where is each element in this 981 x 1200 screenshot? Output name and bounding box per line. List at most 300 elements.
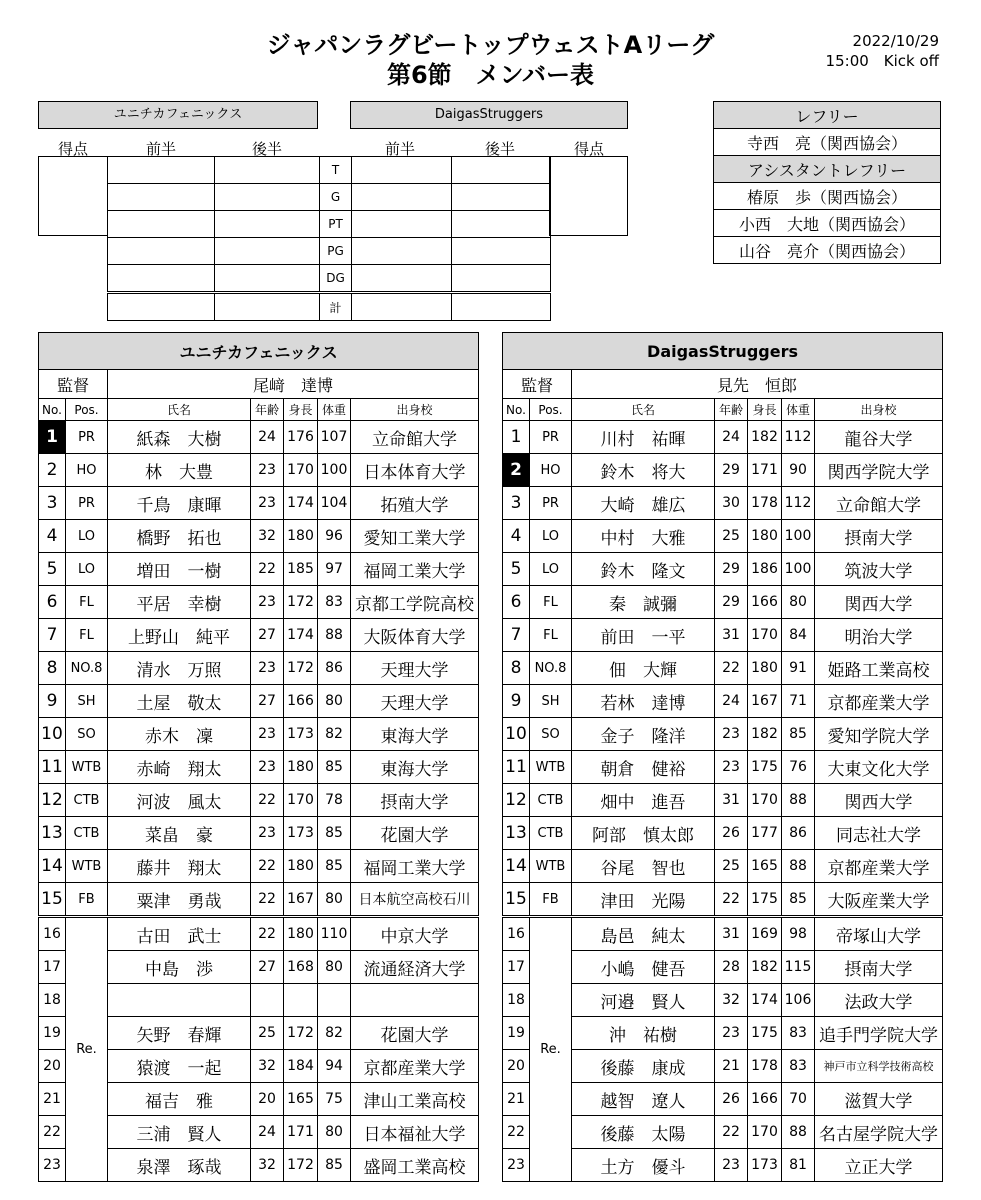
player-height: 165 bbox=[748, 850, 782, 883]
player-position: FL bbox=[66, 586, 108, 619]
player-weight: 76 bbox=[782, 751, 815, 784]
player-height: 184 bbox=[284, 1050, 318, 1083]
player-height: 185 bbox=[284, 553, 318, 586]
reserve-label: Re. bbox=[530, 917, 572, 1182]
player-name: 秦 誠彌 bbox=[572, 586, 715, 619]
player-weight: 94 bbox=[318, 1050, 351, 1083]
player-name: 中島 渉 bbox=[108, 951, 251, 984]
player-position: NO.8 bbox=[66, 652, 108, 685]
player-row bbox=[503, 454, 943, 487]
col-header-weight: 体重 bbox=[318, 399, 351, 421]
player-row bbox=[503, 619, 943, 652]
player-height: 176 bbox=[284, 421, 318, 454]
player-age: 23 bbox=[251, 718, 284, 751]
player-number: 4 bbox=[39, 520, 66, 553]
player-number: 23 bbox=[39, 1149, 66, 1182]
player-age: 31 bbox=[715, 917, 748, 951]
player-row bbox=[39, 652, 479, 685]
player-weight: 83 bbox=[782, 1050, 815, 1083]
player-name: 朝倉 健裕 bbox=[572, 751, 715, 784]
player-school: 京都工学院高校 bbox=[351, 586, 479, 619]
player-row bbox=[39, 784, 479, 817]
player-age: 30 bbox=[715, 487, 748, 520]
player-weight: 96 bbox=[318, 520, 351, 553]
player-height: 178 bbox=[748, 1050, 782, 1083]
player-school bbox=[351, 984, 479, 1017]
league-title: ジャパンラグビートップウェストAリーグ bbox=[266, 31, 715, 59]
player-number: 17 bbox=[503, 951, 530, 984]
player-school: 大阪産業大学 bbox=[815, 883, 943, 917]
player-number: 18 bbox=[39, 984, 66, 1017]
player-number: 7 bbox=[39, 619, 66, 652]
player-row bbox=[39, 421, 479, 454]
col-header-age: 年齢 bbox=[251, 399, 284, 421]
col-header-pos: Pos. bbox=[66, 399, 108, 421]
player-weight: 112 bbox=[782, 421, 815, 454]
column-header-row bbox=[503, 399, 943, 421]
player-school: 中京大学 bbox=[351, 917, 479, 951]
player-height: 172 bbox=[284, 1017, 318, 1050]
player-position: LO bbox=[530, 553, 572, 586]
col-header-pos: Pos. bbox=[530, 399, 572, 421]
player-position: HO bbox=[66, 454, 108, 487]
player-number: 19 bbox=[39, 1017, 66, 1050]
player-position: LO bbox=[66, 520, 108, 553]
player-height: 180 bbox=[748, 652, 782, 685]
player-school: 追手門学院大学 bbox=[815, 1017, 943, 1050]
player-age: 27 bbox=[251, 951, 284, 984]
player-weight: 88 bbox=[782, 1116, 815, 1149]
player-height: 182 bbox=[748, 718, 782, 751]
col-header-weight: 体重 bbox=[782, 399, 815, 421]
player-weight: 104 bbox=[318, 487, 351, 520]
player-number: 6 bbox=[503, 586, 530, 619]
player-age: 22 bbox=[715, 652, 748, 685]
player-position: CTB bbox=[530, 784, 572, 817]
player-row bbox=[39, 619, 479, 652]
player-weight: 80 bbox=[318, 1116, 351, 1149]
player-school: 盛岡工業高校 bbox=[351, 1149, 479, 1182]
player-name bbox=[108, 984, 251, 1017]
player-age: 23 bbox=[251, 487, 284, 520]
player-school: 花園大学 bbox=[351, 817, 479, 850]
player-position: FL bbox=[66, 619, 108, 652]
player-name: 後藤 康成 bbox=[572, 1050, 715, 1083]
player-age: 23 bbox=[251, 586, 284, 619]
player-name: 河邉 賢人 bbox=[572, 984, 715, 1017]
player-weight: 75 bbox=[318, 1083, 351, 1116]
player-weight: 112 bbox=[782, 487, 815, 520]
player-name: 福吉 雅 bbox=[108, 1083, 251, 1116]
player-name: 上野山 純平 bbox=[108, 619, 251, 652]
player-weight: 110 bbox=[318, 917, 351, 951]
score-label-left: 得点 bbox=[57, 140, 88, 158]
player-school: 名古屋学院大学 bbox=[815, 1116, 943, 1149]
match-date: 2022/10/29 bbox=[852, 32, 939, 50]
player-school: 日本航空高校石川 bbox=[351, 883, 479, 917]
player-number: 13 bbox=[503, 817, 530, 850]
reserve-row bbox=[39, 917, 479, 951]
player-row bbox=[503, 553, 943, 586]
player-number: 13 bbox=[39, 817, 66, 850]
player-age: 23 bbox=[251, 652, 284, 685]
player-weight: 80 bbox=[318, 883, 351, 917]
assistant-referee-name: 椿原 歩（関西協会） bbox=[714, 183, 941, 210]
player-position: FB bbox=[530, 883, 572, 917]
player-name: 津田 光陽 bbox=[572, 883, 715, 917]
player-name: 川村 祐暉 bbox=[572, 421, 715, 454]
player-age: 25 bbox=[251, 1017, 284, 1050]
player-number: 20 bbox=[39, 1050, 66, 1083]
player-height: 174 bbox=[284, 487, 318, 520]
player-height: 174 bbox=[284, 619, 318, 652]
manager-name: 見先 恒郎 bbox=[572, 370, 943, 399]
player-weight: 80 bbox=[318, 951, 351, 984]
officials-table bbox=[713, 101, 941, 264]
player-age bbox=[251, 984, 284, 1017]
player-school: 神戸市立科学技術高校 bbox=[815, 1050, 943, 1083]
player-school: 関西学院大学 bbox=[815, 454, 943, 487]
player-school: 筑波大学 bbox=[815, 553, 943, 586]
player-weight: 85 bbox=[782, 883, 815, 917]
player-school: 龍谷大学 bbox=[815, 421, 943, 454]
player-weight: 81 bbox=[782, 1149, 815, 1182]
player-height: 172 bbox=[284, 652, 318, 685]
player-school: 同志社大学 bbox=[815, 817, 943, 850]
score-row-pg bbox=[108, 238, 551, 265]
player-row bbox=[39, 751, 479, 784]
player-height: 180 bbox=[284, 850, 318, 883]
player-name: 谷尾 智也 bbox=[572, 850, 715, 883]
player-row bbox=[503, 487, 943, 520]
player-number: 14 bbox=[39, 850, 66, 883]
player-weight: 115 bbox=[782, 951, 815, 984]
player-number: 23 bbox=[503, 1149, 530, 1182]
player-number: 4 bbox=[503, 520, 530, 553]
player-height: 170 bbox=[748, 784, 782, 817]
player-height: 166 bbox=[284, 685, 318, 718]
player-number: 12 bbox=[503, 784, 530, 817]
player-age: 23 bbox=[715, 1017, 748, 1050]
player-position: CTB bbox=[66, 817, 108, 850]
team-header-row bbox=[503, 333, 943, 370]
player-weight: 85 bbox=[318, 1149, 351, 1182]
player-school: 京都産業大学 bbox=[351, 1050, 479, 1083]
player-school: 福岡工業大学 bbox=[351, 850, 479, 883]
player-height: 170 bbox=[284, 454, 318, 487]
player-height: 166 bbox=[748, 586, 782, 619]
player-weight: 100 bbox=[318, 454, 351, 487]
player-number: 1 bbox=[39, 421, 66, 454]
player-number: 1 bbox=[503, 421, 530, 454]
player-weight: 85 bbox=[318, 817, 351, 850]
player-row bbox=[39, 817, 479, 850]
player-height: 168 bbox=[284, 951, 318, 984]
player-height: 173 bbox=[748, 1149, 782, 1182]
col-header-name: 氏名 bbox=[108, 399, 251, 421]
player-number: 15 bbox=[503, 883, 530, 917]
player-age: 26 bbox=[715, 1083, 748, 1116]
player-age: 22 bbox=[251, 784, 284, 817]
player-position: CTB bbox=[66, 784, 108, 817]
player-school: 東海大学 bbox=[351, 718, 479, 751]
player-weight: 82 bbox=[318, 1017, 351, 1050]
player-weight: 88 bbox=[782, 850, 815, 883]
reserve-label: Re. bbox=[66, 917, 108, 1182]
player-position: PR bbox=[530, 421, 572, 454]
player-height: 175 bbox=[748, 883, 782, 917]
left-score-box bbox=[38, 156, 108, 236]
player-age: 21 bbox=[715, 1050, 748, 1083]
player-name: 土方 優斗 bbox=[572, 1149, 715, 1182]
player-name: 前田 一平 bbox=[572, 619, 715, 652]
player-name: 中村 大雅 bbox=[572, 520, 715, 553]
player-position: PR bbox=[530, 487, 572, 520]
col-header-height: 身長 bbox=[748, 399, 782, 421]
player-name: 橋野 拓也 bbox=[108, 520, 251, 553]
player-row bbox=[503, 817, 943, 850]
player-weight: 84 bbox=[782, 619, 815, 652]
team-name: ユニチカフェニックス bbox=[39, 333, 479, 370]
player-number: 15 bbox=[39, 883, 66, 917]
player-height: 180 bbox=[284, 751, 318, 784]
player-height: 173 bbox=[284, 817, 318, 850]
player-name: 金子 隆洋 bbox=[572, 718, 715, 751]
player-school: 拓殖大学 bbox=[351, 487, 479, 520]
first-half-label-left: 前半 bbox=[145, 140, 176, 158]
player-number: 20 bbox=[503, 1050, 530, 1083]
player-age: 32 bbox=[715, 984, 748, 1017]
player-age: 29 bbox=[715, 586, 748, 619]
player-height: 172 bbox=[284, 586, 318, 619]
player-number: 18 bbox=[503, 984, 530, 1017]
player-height: 167 bbox=[748, 685, 782, 718]
player-weight: 90 bbox=[782, 454, 815, 487]
player-weight: 106 bbox=[782, 984, 815, 1017]
player-height: 182 bbox=[748, 421, 782, 454]
col-header-name: 氏名 bbox=[572, 399, 715, 421]
player-age: 29 bbox=[715, 553, 748, 586]
player-number: 16 bbox=[39, 917, 66, 951]
player-height: 170 bbox=[748, 1116, 782, 1149]
player-height: 171 bbox=[748, 454, 782, 487]
player-height: 166 bbox=[748, 1083, 782, 1116]
player-age: 24 bbox=[251, 421, 284, 454]
player-position: FL bbox=[530, 586, 572, 619]
first-half-label-right: 前半 bbox=[384, 140, 415, 158]
player-school: 摂南大学 bbox=[351, 784, 479, 817]
player-name: 鈴木 将大 bbox=[572, 454, 715, 487]
player-school: 摂南大学 bbox=[815, 951, 943, 984]
player-weight: 71 bbox=[782, 685, 815, 718]
player-number: 10 bbox=[503, 718, 530, 751]
page-subtitle: 第6節 メンバー表 bbox=[386, 61, 595, 89]
player-name: 佃 大輝 bbox=[572, 652, 715, 685]
player-age: 28 bbox=[715, 951, 748, 984]
player-age: 25 bbox=[715, 520, 748, 553]
player-age: 32 bbox=[251, 1050, 284, 1083]
player-row bbox=[503, 652, 943, 685]
player-name: 畑中 進吾 bbox=[572, 784, 715, 817]
player-row bbox=[503, 751, 943, 784]
player-age: 23 bbox=[715, 1149, 748, 1182]
player-row bbox=[503, 685, 943, 718]
col-header-no: No. bbox=[503, 399, 530, 421]
player-age: 27 bbox=[251, 619, 284, 652]
player-school: 津山工業高校 bbox=[351, 1083, 479, 1116]
player-age: 22 bbox=[251, 850, 284, 883]
manager-label: 監督 bbox=[39, 370, 108, 399]
player-number: 21 bbox=[39, 1083, 66, 1116]
player-height: 180 bbox=[748, 520, 782, 553]
player-school: 法政大学 bbox=[815, 984, 943, 1017]
player-school: 摂南大学 bbox=[815, 520, 943, 553]
player-age: 22 bbox=[715, 1116, 748, 1149]
player-height: 182 bbox=[748, 951, 782, 984]
player-name: 河波 風太 bbox=[108, 784, 251, 817]
player-number: 12 bbox=[39, 784, 66, 817]
player-weight: 86 bbox=[318, 652, 351, 685]
col-header-no: No. bbox=[39, 399, 66, 421]
player-position: HO bbox=[530, 454, 572, 487]
player-name: 古田 武士 bbox=[108, 917, 251, 951]
player-number: 10 bbox=[39, 718, 66, 751]
player-school: 滋賀大学 bbox=[815, 1083, 943, 1116]
player-age: 29 bbox=[715, 454, 748, 487]
player-height: 180 bbox=[284, 520, 318, 553]
player-name: 土屋 敬太 bbox=[108, 685, 251, 718]
score-row-dg bbox=[108, 265, 551, 293]
player-position: WTB bbox=[66, 751, 108, 784]
player-row bbox=[39, 454, 479, 487]
player-name: 阿部 慎太郎 bbox=[572, 817, 715, 850]
player-position: FL bbox=[530, 619, 572, 652]
player-number: 3 bbox=[39, 487, 66, 520]
assistant-referee-name: 山谷 亮介（関西協会） bbox=[714, 237, 941, 264]
player-age: 32 bbox=[251, 520, 284, 553]
player-position: SH bbox=[66, 685, 108, 718]
player-height: 175 bbox=[748, 751, 782, 784]
player-age: 31 bbox=[715, 619, 748, 652]
player-number: 11 bbox=[39, 751, 66, 784]
second-half-label-right: 後半 bbox=[484, 140, 515, 158]
score-row-label: PT bbox=[320, 211, 352, 238]
player-row bbox=[503, 850, 943, 883]
column-header-row bbox=[39, 399, 479, 421]
player-name: 泉澤 琢哉 bbox=[108, 1149, 251, 1182]
player-name: 菜畠 豪 bbox=[108, 817, 251, 850]
player-number: 22 bbox=[39, 1116, 66, 1149]
player-name: 増田 一樹 bbox=[108, 553, 251, 586]
player-row bbox=[39, 883, 479, 917]
player-height: 173 bbox=[284, 718, 318, 751]
player-position: CTB bbox=[530, 817, 572, 850]
player-height: 169 bbox=[748, 917, 782, 951]
player-age: 31 bbox=[715, 784, 748, 817]
player-age: 25 bbox=[715, 850, 748, 883]
player-position: WTB bbox=[530, 751, 572, 784]
score-label-right: 得点 bbox=[573, 140, 604, 158]
player-school: 姫路工業高校 bbox=[815, 652, 943, 685]
player-school: 日本体育大学 bbox=[351, 454, 479, 487]
team-header-row bbox=[39, 333, 479, 370]
player-weight: 107 bbox=[318, 421, 351, 454]
player-row bbox=[39, 718, 479, 751]
player-position: NO.8 bbox=[530, 652, 572, 685]
player-number: 9 bbox=[39, 685, 66, 718]
player-weight: 85 bbox=[318, 751, 351, 784]
player-age: 23 bbox=[715, 718, 748, 751]
player-height: 167 bbox=[284, 883, 318, 917]
player-age: 24 bbox=[251, 1116, 284, 1149]
player-weight: 97 bbox=[318, 553, 351, 586]
player-row bbox=[39, 487, 479, 520]
player-name: 鈴木 隆文 bbox=[572, 553, 715, 586]
player-name: 平居 幸樹 bbox=[108, 586, 251, 619]
player-number: 7 bbox=[503, 619, 530, 652]
player-number: 8 bbox=[39, 652, 66, 685]
player-name: 猿渡 一起 bbox=[108, 1050, 251, 1083]
player-height bbox=[284, 984, 318, 1017]
player-name: 後藤 太陽 bbox=[572, 1116, 715, 1149]
score-row-label: 計 bbox=[320, 293, 352, 321]
score-table bbox=[107, 156, 551, 321]
player-number: 3 bbox=[503, 487, 530, 520]
player-height: 180 bbox=[284, 917, 318, 951]
manager-row bbox=[503, 370, 943, 399]
player-height: 177 bbox=[748, 817, 782, 850]
player-name: 若林 達博 bbox=[572, 685, 715, 718]
player-school: 帝塚山大学 bbox=[815, 917, 943, 951]
player-name: 粟津 勇哉 bbox=[108, 883, 251, 917]
player-number: 17 bbox=[39, 951, 66, 984]
player-school: 明治大学 bbox=[815, 619, 943, 652]
player-name: 赤木 凜 bbox=[108, 718, 251, 751]
score-row-g bbox=[108, 184, 551, 211]
player-position: WTB bbox=[66, 850, 108, 883]
player-weight: 88 bbox=[782, 784, 815, 817]
player-row bbox=[39, 553, 479, 586]
player-age: 23 bbox=[715, 751, 748, 784]
player-weight: 100 bbox=[782, 553, 815, 586]
player-name: 島邑 純太 bbox=[572, 917, 715, 951]
score-row-label: PG bbox=[320, 238, 352, 265]
player-height: 175 bbox=[748, 1017, 782, 1050]
player-age: 22 bbox=[251, 553, 284, 586]
player-name: 清水 万照 bbox=[108, 652, 251, 685]
player-row bbox=[503, 784, 943, 817]
col-header-age: 年齢 bbox=[715, 399, 748, 421]
player-weight: 78 bbox=[318, 784, 351, 817]
player-number: 6 bbox=[39, 586, 66, 619]
player-school: 愛知学院大学 bbox=[815, 718, 943, 751]
player-row bbox=[39, 850, 479, 883]
player-weight: 83 bbox=[318, 586, 351, 619]
player-number: 8 bbox=[503, 652, 530, 685]
score-row-pt bbox=[108, 211, 551, 238]
player-row bbox=[39, 520, 479, 553]
player-name: 越智 遼人 bbox=[572, 1083, 715, 1116]
score-row-t bbox=[108, 157, 551, 184]
player-name: 千鳥 康暉 bbox=[108, 487, 251, 520]
player-height: 172 bbox=[284, 1149, 318, 1182]
player-school: 立命館大学 bbox=[351, 421, 479, 454]
player-weight: 80 bbox=[782, 586, 815, 619]
player-name: 大崎 雄広 bbox=[572, 487, 715, 520]
player-height: 171 bbox=[284, 1116, 318, 1149]
reserve-row bbox=[503, 917, 943, 951]
player-name: 林 大豊 bbox=[108, 454, 251, 487]
